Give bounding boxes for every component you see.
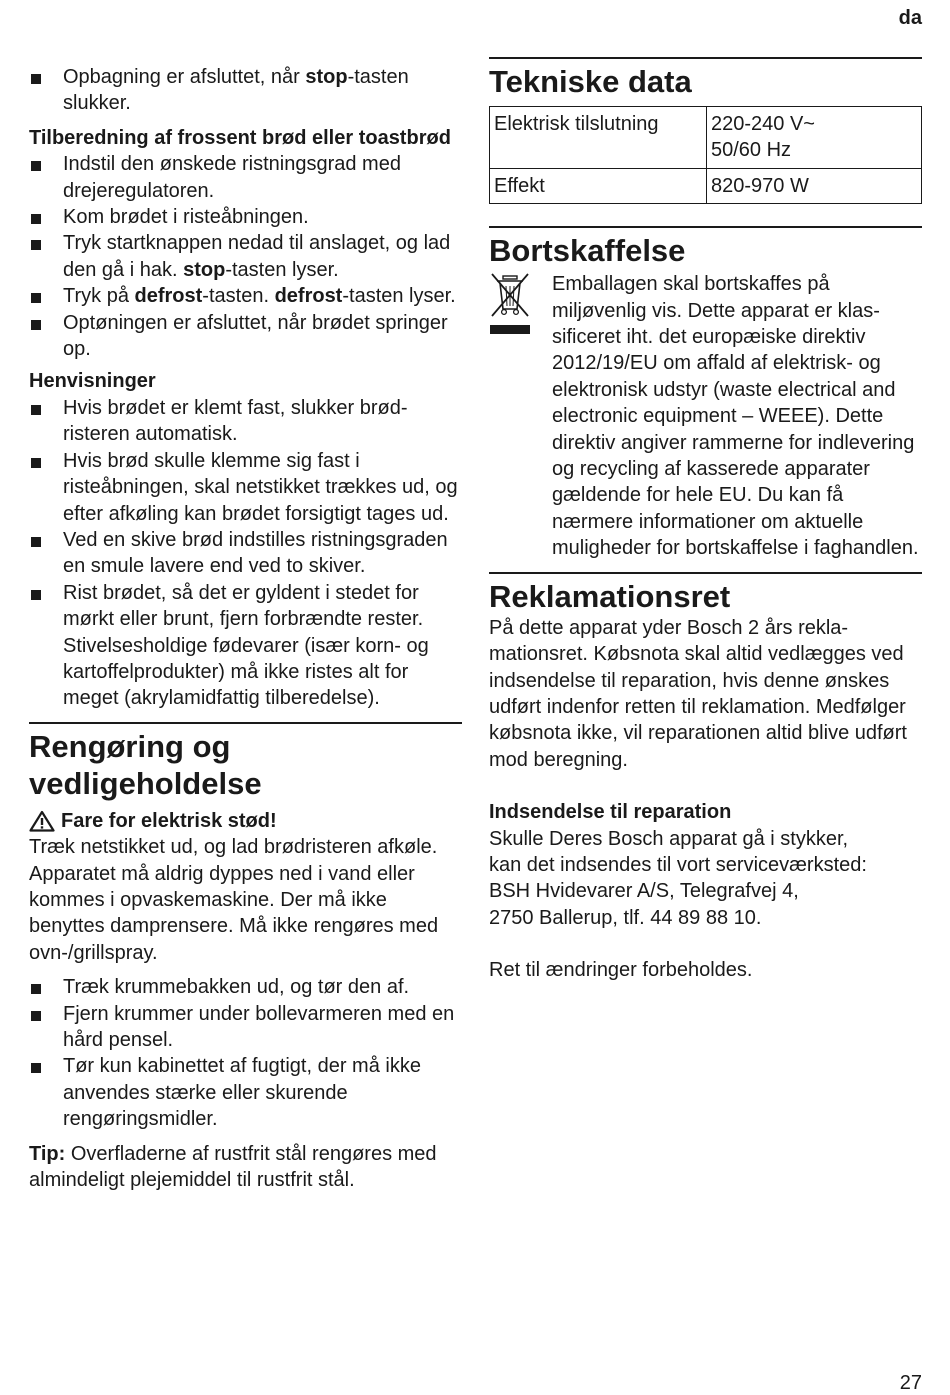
- disclaimer-text: Ret til ændringer forbeholdes.: [489, 959, 753, 982]
- intro-list: [29, 64, 462, 117]
- warning-label: Fare for elektrisk stød!: [61, 809, 277, 832]
- list-item: Tryk startknappen nedad til anslaget, og lad den gå i hak. stop-tasten lyser.: [29, 230, 462, 283]
- list-item: Træk krummebakken ud, og tør den af.: [29, 974, 462, 1000]
- bullet-square-icon: [31, 320, 41, 330]
- repair-line: 2750 Ballerup, tlf. 44 89 88 10.: [489, 906, 762, 929]
- cleaning-list: [29, 974, 462, 1132]
- list-item: Hvis brød skulle klemme sig fast i risteåbningen, skal netstikket trækkes ud, og efter afkøling kan brødet forsigtigt tages ud.: [29, 448, 462, 527]
- repair-heading: Indsendelse til reparation: [489, 801, 732, 824]
- bullet-square-icon: [31, 537, 41, 547]
- table-cell-label: Elektrisk tilslutning: [490, 107, 707, 169]
- bullet-square-icon: [31, 214, 41, 224]
- bullet-square-icon: [31, 984, 41, 994]
- list-item: Hvis brødet er klemt fast, slukker brødristeren automatisk.: [29, 395, 462, 448]
- warning-text: Træk netstikket ud, og lad brødristeren afkøle. Apparatet må aldrig dyppes ned i vand eller kommes i opvaskemaskine. Der må ikke benyttes damprensere. Må ikke rengøres med ovn-/grillspray.: [29, 836, 439, 964]
- warranty-title: Reklamationsret: [489, 578, 731, 614]
- list-item: Fjern krummer under bollevarmeren med en hård pensel.: [29, 1001, 462, 1054]
- key-name: stop: [305, 66, 348, 88]
- disposal-title: Bortskaffelse: [489, 233, 686, 269]
- tech-data-title: Tekniske data: [489, 64, 692, 99]
- language-code: da: [898, 7, 922, 29]
- list-item: Tør kun kabinettet af fugtigt, der må ikke anvendes stærke eller skurende rengøringsmidler.: [29, 1053, 462, 1132]
- notes-heading: Henvisninger: [29, 370, 156, 393]
- disposal-block: [489, 271, 922, 561]
- list-item: Optøningen er afsluttet, når brødet springer op.: [29, 310, 462, 363]
- electric-shock-warning: [29, 808, 462, 834]
- crossed-bin-icon: [489, 271, 533, 337]
- frozen-bread-heading: Tilberedning af frossent brød eller toastbrød: [29, 126, 451, 149]
- left-column: [29, 0, 462, 1193]
- right-column: [489, 0, 922, 984]
- list-item: Rist brødet, så det er gyldent i stedet for mørkt eller brunt, fjern forbrændte rester. Stivelsesholdige fødevarer (især korn- og kartoffelprodukter) må ikke ristes alt for meget (akrylamidfattig tilberedelse).: [29, 580, 462, 712]
- key-name: defrost: [274, 285, 343, 308]
- disposal-text: Emballagen skal bortskaffes på miljøvenlig vis. Dette apparat er klassificeret iht. det europæiske direktiv 2012/19/EU om affald af elektrisk- og elektronisk udstyr (waste electrical and electronic equipment – WEEE). Dette direktiv angiver rammerne for indlevering og recycling af kasserede apparater gældende for hele EU. Du kan få nærmere informationer om aktuelle muligheder for bortskaffelse i faghandlen.: [552, 273, 919, 560]
- list-item: Kom brødet i risteåbningen.: [29, 204, 462, 230]
- table-cell-value: 220-240 V~ 50/60 Hz: [707, 107, 922, 169]
- bullet-square-icon: [31, 458, 41, 468]
- tip-paragraph: [29, 1141, 462, 1194]
- weee-icon-box: [489, 271, 552, 561]
- notes-list: [29, 395, 462, 712]
- bullet-square-icon: [31, 74, 41, 84]
- table-row: [490, 107, 922, 169]
- bullet-square-icon: [31, 161, 41, 171]
- bullet-square-icon: [31, 293, 41, 303]
- page-number: 27: [899, 1372, 922, 1394]
- bullet-square-icon: [31, 590, 41, 600]
- table-row: [490, 168, 922, 203]
- bullet-square-icon: [31, 240, 41, 250]
- warning-triangle-icon: [29, 810, 55, 832]
- tip-text: Overfladerne af rustfrit stål rengøres med almindeligt plejemiddel til rustfrit stål.: [29, 1142, 437, 1192]
- repair-address: [489, 826, 922, 932]
- table-cell-label: Effekt: [490, 168, 707, 203]
- list-item: Opbagning er afsluttet, når stop-tasten slukker.: [29, 64, 462, 117]
- list-item: Indstil den ønskede ristningsgrad med drejeregulatoren.: [29, 151, 462, 204]
- tip-label: Tip:: [29, 1142, 66, 1165]
- list-item: Tryk på defrost-tasten. defrost-tasten lyser.: [29, 283, 462, 309]
- frozen-bread-list: [29, 151, 462, 362]
- cleaning-title: Rengøring og vedligeholdelse: [29, 728, 262, 801]
- key-name: defrost: [134, 285, 203, 308]
- table-cell-value: 820-970 W: [707, 168, 922, 203]
- list-item: Ved en skive brød indstilles ristningsgraden en smule lavere end ved to skiver.: [29, 527, 462, 580]
- bullet-square-icon: [31, 1011, 41, 1021]
- repair-line: Skulle Deres Bosch apparat gå i stykker,: [489, 827, 849, 850]
- key-name: stop: [183, 258, 226, 281]
- repair-line: BSH Hvidevarer A/S, Telegrafvej 4,: [489, 880, 799, 903]
- tech-data-table: [489, 106, 922, 204]
- bullet-square-icon: [31, 1063, 41, 1073]
- repair-line: kan det indsendes til vort serviceværksted:: [489, 853, 867, 876]
- bullet-square-icon: [31, 405, 41, 415]
- warranty-text: På dette apparat yder Bosch 2 års reklamationsret. Købsnota skal altid vedlægges ved indsendelse til reparation, hvis denne ønskes udført indenfor retten til reklamation. Medfølger købsnota ikke, vil reparationen altid blive udført mod beregning.: [489, 616, 907, 771]
